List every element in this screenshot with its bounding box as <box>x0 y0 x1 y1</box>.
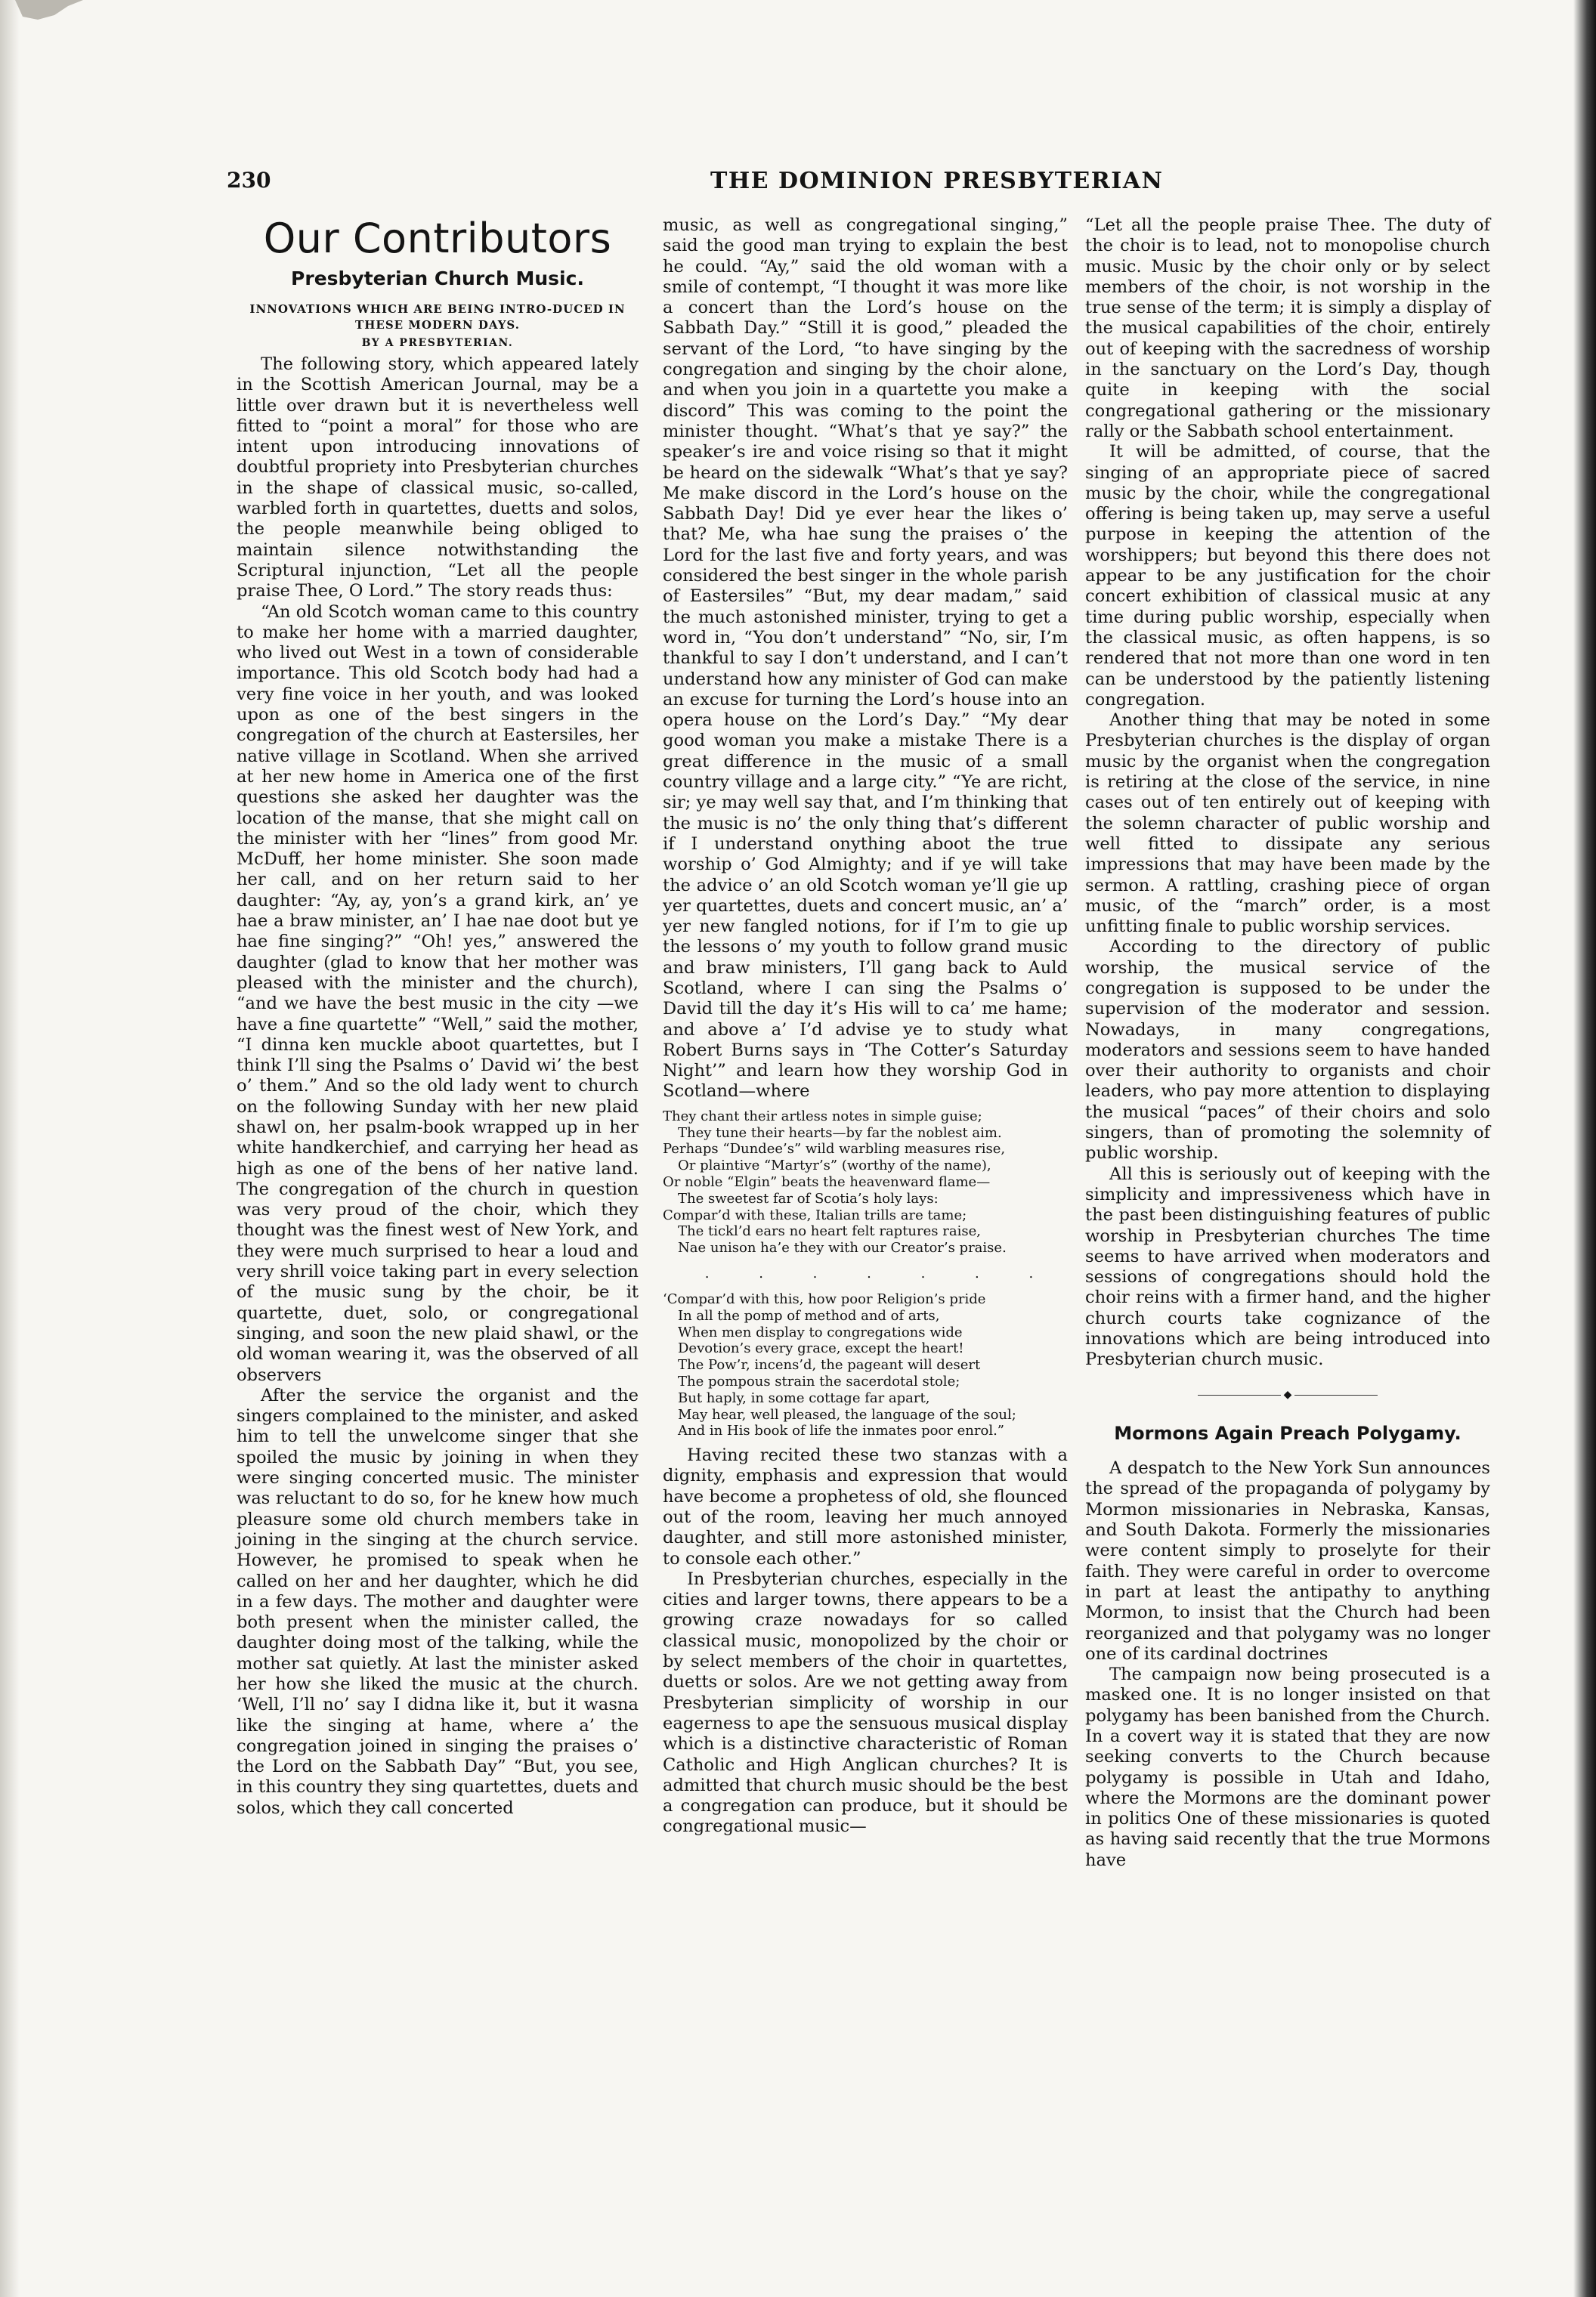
paragraph: Having recited these two stanzas with a dignity, emphasis and expression that would have become a prophetess of old, she flounced out of the room, leaving her much annoyed daughter, and still more astonished minister, to console each other.” <box>663 1445 1068 1569</box>
poem-line: But haply, in some cottage far apart, <box>678 1390 930 1406</box>
article-byline: BY A PRESBYTERIAN. <box>361 337 514 349</box>
poem-stanza-2 <box>663 1291 1068 1439</box>
paragraph: “Let all the people praise Thee. The duty of the choir is to lead, not to monopolise church music. Music by the choir only or by select members of the choir, is not worship in the true sense of the term; it is simply a display of the musical capabilities of the choir, entirely out of keeping with the sacredness of worship in the sanctuary on the Lord’s Day, though quite in keeping with the social congregational gathering or the missionary rally or the Sabbath school entertainment. <box>1085 215 1490 441</box>
running-head <box>227 168 1511 198</box>
paragraph: It will be admitted, of course, that the singing of an appropriate piece of sacred music by the choir, while the congregational offering is being taken up, may serve a useful purpose in keeping the attention of the worshippers; but beyond this there does not appear to be any justification for the choir concert exhibition of classical music at any time during public worship, especially when the classical music, as often happens, is so rendered that not more than one word in ten can be understood by the patiently listening congregation. <box>1085 442 1490 710</box>
article-title: Presbyterian Church Music. <box>291 267 584 289</box>
poem-stanza-1 <box>663 1108 1068 1257</box>
poem-line: And in His book of life the inmates poor enrol.” <box>678 1423 1004 1439</box>
poem-line: May hear, well pleased, the language of the soul; <box>678 1406 1016 1423</box>
divider-ornament-icon: ◆ <box>1283 1389 1292 1402</box>
article-title: Mormons Again Preach Polygamy. <box>1114 1423 1461 1445</box>
poem-line: Compar’d with these, Italian trills are tame; <box>663 1207 967 1223</box>
paragraph: In Presbyterian churches, especially in the cities and larger towns, there appears to be a growing craze nowadays for so called classical music, monopolized by the choir or by select members of the choir in quartettes, duetts or solos. Are we not getting away from Presbyterian simplicity of worship in our eagerness to ape the sensuous musical display which is a distinctive characteristic of Roman Catholic and High Anglican churches? It is admitted that church music should be the best a congregation can produce, but it should be congregational music— <box>663 1569 1068 1837</box>
poem-line: The tickl’d ears no heart felt raptures raise, <box>678 1223 981 1240</box>
paragraph: Another thing that may be noted in some Presbyterian churches is the display of organ music by the organist when the congregation is retiring at the close of the service, in nine cases out of ten entirely out of keeping with the solemn character of public worship and well fitted to dissipate any serious impressions that may have been made by the sermon. A rattling, crashing piece of organ music, of the “march” order, is a most unfitting finale to public worship services. <box>1085 710 1490 937</box>
paragraph: A despatch to the New York Sun announces the spread of the propaganda of polygamy by Mormon missionaries in Nebraska, Kansas, and South Dakota. Formerly the missionaries were content simply to proselyte for their faith. They were careful in order to overcome in part at least the antipathy to anything Mormon, to insist that the Church had been reorganized and that polygamy was no longer one of its cardinal doctrines <box>1085 1458 1490 1664</box>
poem-line: They tune their hearts—by far the noblest aim. <box>678 1124 1002 1141</box>
poem-line: ‘Compar’d with this, how poor Religion’s pride <box>663 1291 986 1307</box>
column-2 <box>663 215 1068 1838</box>
column-1 <box>237 215 639 1819</box>
poem-line: The sweetest far of Scotia’s holy lays: <box>678 1190 939 1207</box>
paragraph: The campaign now being prosecuted is a masked one. It is no longer insisted on that polygamy has been banished from the Church. In a covert way it is stated that they are now seeking converts to the Church because polygamy is possible in Utah and Idaho, where the Mormons are the dominant power in politics One of these missionaries is quoted as having said recently that the true Mormons have <box>1085 1665 1490 1870</box>
article-deck: INNOVATIONS WHICH ARE BEING INTRO-DUCED IN THESE MODERN DAYS. <box>249 302 626 332</box>
paragraph: According to the directory of public worship, the musical service of the congregation is supposed to be under the supervision of the moderator and session. Nowadays, in many congregations, moderators and sessions seem to have handed over their authority to organists and choir leaders, who pay more attention to displaying the musical “paces” of their choirs and solo singers, than of promoting the solemnity of public worship. <box>1085 937 1490 1164</box>
poem-ellipsis: . . . . . . . <box>704 1265 1056 1281</box>
section-title: Our Contributors <box>263 215 612 262</box>
torn-corner-mark <box>15 0 83 26</box>
journal-title: THE DOMINION PRESBYTERIAN <box>710 168 1164 194</box>
poem-line: In all the pomp of method and of arts, <box>678 1307 940 1324</box>
poem-line: Devotion’s every grace, except the heart! <box>678 1340 964 1357</box>
poem-line: Or plaintive “Martyr’s” (worthy of the name), <box>678 1158 991 1174</box>
poem-line: Or noble “Elgin” beats the heavenward flame— <box>663 1173 991 1190</box>
poem-line: The pompous strain the sacerdotal stole; <box>678 1373 960 1390</box>
page-left-edge <box>0 0 20 2297</box>
paragraph: “An old Scotch woman came to this country to make her home with a married daughter, who lived out West in a town of considerable importance. This old Scotch body had had a very fine voice in her youth, and was looked upon as one of the best singers in the congregation of the church at Eastersiles, her native village in Scotland. When she arrived at her new home in America one of the first questions she asked her daughter was the location of the manse, that she might call on the minister with her “lines” from good Mr. McDuff, her home minister. She soon made her call, and on her return said to her daughter: “Ay, ay, yon’s a grand kirk, an’ ye hae a braw minister, an’ I hae nae doot but ye hae fine singing?” “Oh! yes,” answered the daughter (glad to know that her mother was pleased with the minister and the church), “and we have the best music in the city —we have a fine quartette” “Well,” said the mother, “I dinna ken muckle aboot quartettes, but I think I’ll sing the Psalms o’ David wi’ the best o’ them.” And so the old lady went to church on the following Sunday with her new plaid shawl on, her psalm-book wrapped up in her white handkerchief, and carrying her head as high as one of the bens of her native land. The congregation of the church in question was very proud of the choir, which they thought was the finest west of New York, and they were much surprised to hear a loud and very shrill voice taking part in every selection of the music sung by the choir, be it quartette, duet, solo, or congregational singing, and soon the new plaid shawl, or the old woman wearing it, was the observed of all observers <box>237 601 639 1385</box>
paragraph: All this is seriously out of keeping with the simplicity and impressiveness which have in the past been distinguishing features of public worship in Presbyterian churches The time seems to have arrived when moderators and sessions of congregations should hold the choir reins with a firmer hand, and the higher church courts take cognizance of the innovations which are being introduced into Presbyterian church music. <box>1085 1164 1490 1370</box>
page-right-edge <box>1573 0 1596 2297</box>
poem-line: The Pow’r, incens’d, the pageant will desert <box>678 1357 981 1374</box>
divider-line <box>1198 1395 1281 1396</box>
poem-line: When men display to congregations wide <box>678 1324 963 1340</box>
paragraph: After the service the organist and the singers complained to the minister, and asked him to tell the unwelcome singer that she spoiled the music by joining in when they were singing concerted music. The minister was reluctant to do so, for he knew how much pleasure some old church members take in joining in the singing at the church service. However, he promised to speak when he called on her and her daughter, which he did in a few days. The mother and daughter were both present when the minister called, the daughter doing most of the talking, while the mother sat quietly. At last the minister asked her how she liked the music at the church. ‘Well, I’ll no’ say I didna like it, but it wasna like the singing at hame, where a’ the congregation joined in singing the praises o’ the Lord on the Sabbath Day” “But, you see, in this country they sing quartettes, duets and solos, which they call concerted <box>237 1385 639 1818</box>
paragraph: The following story, which appeared lately in the Scottish American Journal, may be a little over drawn but it is nevertheless well fitted to “point a moral” for those who are intent upon introducing innovations of doubtful propriety into Presbyterian churches in the shape of classical music, so-called, warbled forth in quartettes, duetts and solos, the people meanwhile being obliged to maintain silence notwithstanding the Scriptural injunction, “Let all the people praise Thee, O Lord.” The story reads thus: <box>237 354 639 601</box>
poem-line: Perhaps “Dundee’s” wild warbling measures rise, <box>663 1141 1006 1158</box>
section-divider <box>1085 1380 1490 1411</box>
paragraph: music, as well as congregational singing,” said the good man trying to explain the best he could. “Ay,” said the old woman with a smile of contempt, “I thought it was more like a concert than the Lord’s house on the Sabbath Day.” “Still it is good,” pleaded the servant of the Lord, “to have singing by the congregation and singing by the choir alone, and when you join in a quartette you make a discord” This was coming to the point the minister thought. “What’s that ye say?” the speaker’s ire and voice rising so that it might be heard on the sidewalk “What’s that ye say? Me make discord in the Lord’s house on the Sabbath Day! Did ye ever hear the likes o’ that? Me, wha hae sung the praises o’ the Lord for the last five and forty years, and was considered the best singer in the whole parish of Eastersiles” “But, my dear madam,” said the much astonished minister, trying to get a word in, “You don’t understand” “No, sir, I’m thankful to say I don’t understand, and I can’t understand how any minister of God can make an excuse for turning the Lord’s house into an opera house on the Lord’s Day.” “My dear good woman you make a mistake There is a great difference in the music of a small country village and a large city.” “Ye are richt, sir; ye may well say that, and I’m thinking that the music is no’ the only thing that’s different if I understand onything aboot the true worship o’ God Almighty; and if ye will take the advice o’ an old Scotch woman ye’ll gie up yer quartettes, duets and concert music, an’ a’ yer new fangled notions, for if I’m to gie up the lessons o’ my youth to follow grand music and braw ministers, I’ll gang back to Auld Scotland, where I can sing the Psalms o’ David till the day it’s His will to ca’ me hame; and above a’ I’d advise ye to study what Robert Burns says in ‘The Cotter’s Saturday Night’” and learn how they worship God in Scotland—where <box>663 215 1068 1102</box>
page-number: 230 <box>227 168 271 193</box>
poem-line: They chant their artless notes in simple guise; <box>663 1108 982 1124</box>
divider-line <box>1294 1395 1378 1396</box>
poem-line: Nae unison ha’e they with our Creator’s praise. <box>678 1240 1007 1257</box>
column-3 <box>1085 215 1490 1871</box>
